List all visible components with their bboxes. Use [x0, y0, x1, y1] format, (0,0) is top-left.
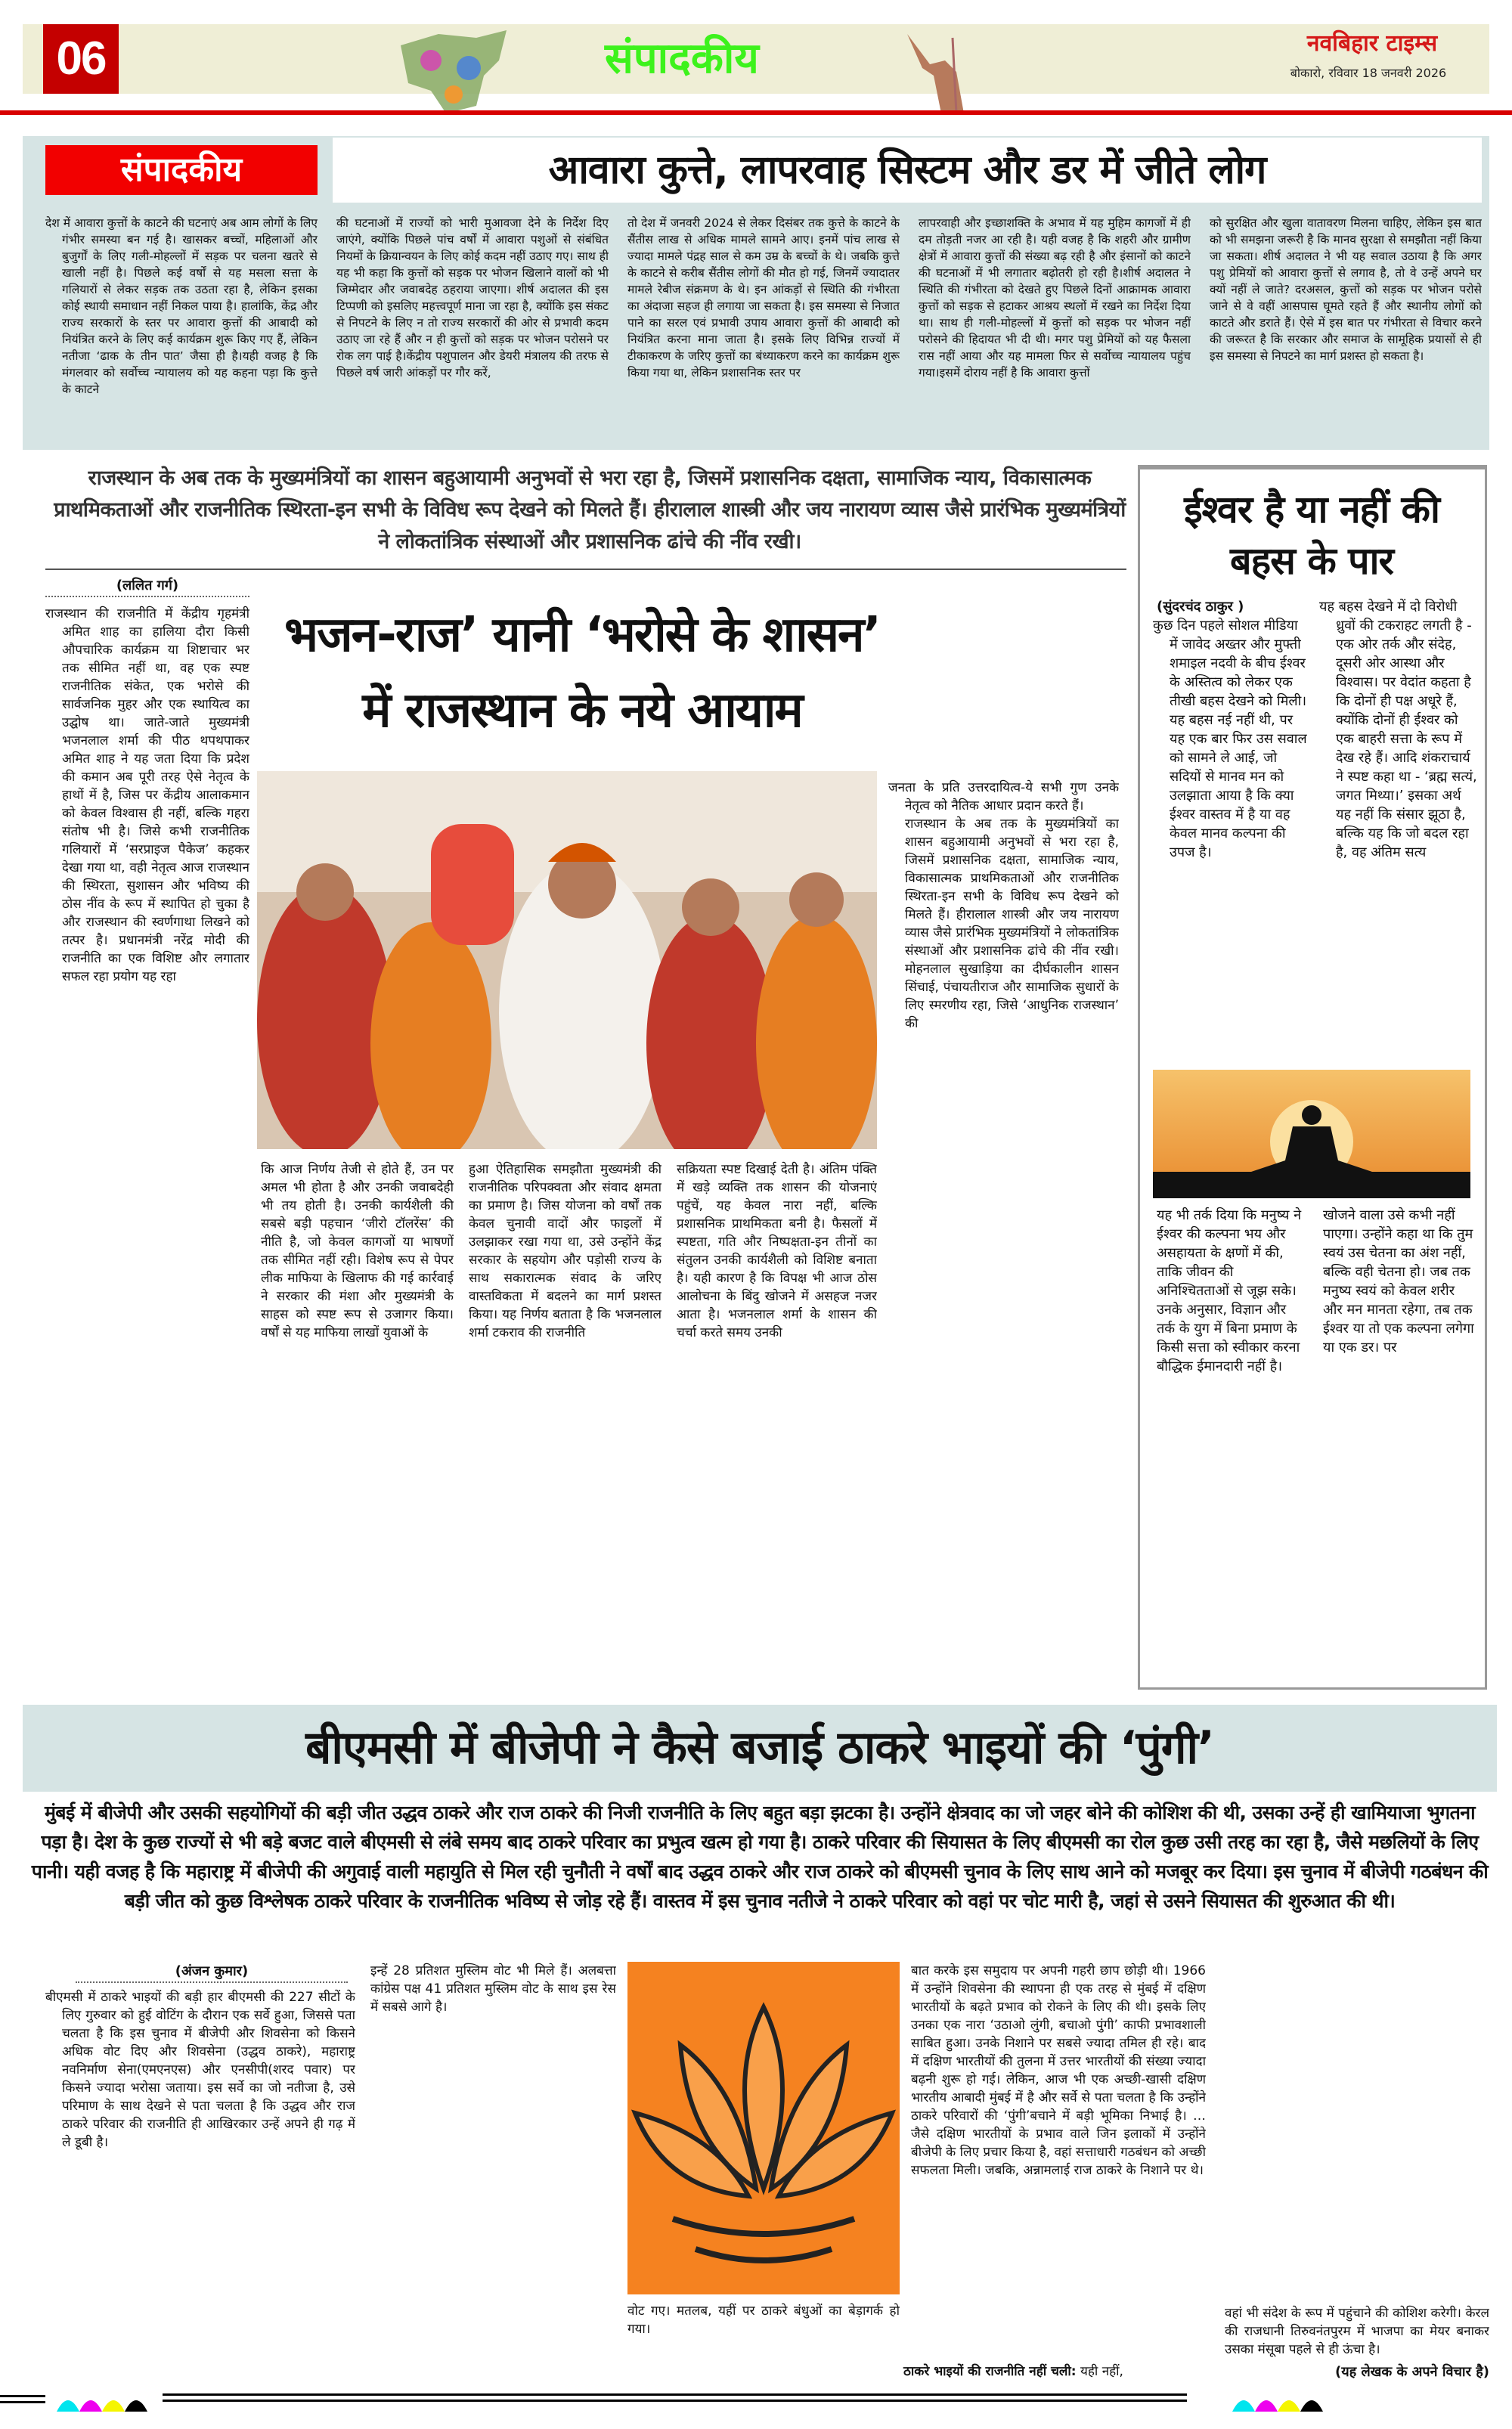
dateline: बोकारो, रविवार 18 जनवरी 2026 — [1290, 66, 1447, 80]
section-title: संपादकीय — [605, 34, 759, 83]
editorial-column — [627, 215, 900, 448]
paragraph: बीएमसी में ठाकरे भाइयों की बड़ी हार बीएमसी की 227 सीटों के लिए गुरुवार को हुई वोटिंग के दौरान एक सर्वे हुआ, जिससे पता चलता है कि इस चुनाव में बीजेपी और शिवसेना को किसने अधिक वोट दिए और शिवसेना (उद्धव ठाकरे), महाराष्ट्र नवनिर्माण सेना(एमएनएस) और एनसीपी(शरद पवार) पर किसने ज्यादा भरोसा जताया। इस सर्वे का जो नतीजा है, उसे परिमाण के साथ देखने से पता चलता है कि उद्धव और राज ठाकरे परिवार की राजनीति ही आखिरकार उन्हें अपने ही गढ़ में ले डूबी है। — [45, 1990, 355, 2150]
cmyk-registration-marks — [0, 2389, 355, 2412]
paragraph: हुआ ऐतिहासिक समझौता मुख्यमंत्री की राजनीतिक परिपक्वता और संवाद क्षमता का प्रमाण है। जिस योजना को वर्षों तक केवल चुनावी वादों और फाइलों में उलझाकर रखा गया था, उसे उन्होंने केंद्र सरकार के सहयोग और पड़ोसी राज्य के साथ सकारात्मक संवाद के जरिए वास्तविकता में बदलने का मार्ग प्रशस्त किया। यह निर्णय बताता है कि भजनलाल शर्मा टकराव की राजनीति — [469, 1162, 662, 1340]
photo-cm-with-women-gas-cylinder — [257, 771, 877, 1149]
paragraph: राजस्थान की राजनीति में केंद्रीय गृहमंत्री अमित शाह का हालिया दौरा किसी औपचारिक कार्यक्रम या शिष्टाचार भर तक सीमित नहीं था, वह एक स्पष्ट राजनीतिक संकेत, एक भरोसे की सार्वजनिक मुहर और एक स्थायित्व का उद्घोष था। जाते-जाते मुख्यमंत्री भजनलाल शर्मा की पीठ थपथपाकर अमित शाह ने यह जता दिया कि प्रदेश की कमान अब पूरी तरह ऐसे नेतृत्व के हाथों में है, जिस पर केंद्रीय आलाकमान को केवल विश्वास ही नहीं, बल्कि गहरा संतोष भी है। जिसे कभी राजनीतिक गलियारों में ‘सरप्राइज पैकेज’ कहकर देखा गया था, वही नेतृत्व आज राजस्थान की स्थिरता, सुशासन और भविष्य की ठोस नींव के रूप में स्थापित हो चुका है और राजस्थान की स्वर्णगाथा लिखने को तत्पर है। प्रधानमंत्री नरेंद्र मोदी की राजनीति का एक विशिष्ट और लगातार सफल रहा प्रयोग यह रहा — [45, 606, 249, 984]
jharkhand-map-collage-icon — [386, 30, 514, 113]
statue-archer-icon — [900, 30, 968, 113]
editorial-label: संपादकीय — [45, 145, 318, 195]
editorial-column — [1210, 215, 1482, 448]
paragraph: जनता के प्रति उत्तरदायित्व-ये सभी गुण उनके नेतृत्व को नैतिक आधार प्रदान करते हैं। राजस्थान के अब तक के मुख्यमंत्रियों का शासन बहुआयामी अनुभवों से भरा रहा है, जिसमें प्रशासनिक दक्षता, सामाजिक न्याय, विकासात्मक प्राथमिकताओं और राजनीतिक स्थिरता-इन सभी के विविध रूप देखने को मिलते हैं। हीरालाल शास्त्री और जय नारायण व्यास जैसे प्रारंभिक मुख्यमंत्रियों ने लोकतांत्रिक संस्थाओं और प्रशासनिक ढांचे की नींव रखी। मोहनलाल सुखाड़िया का दीर्घकालीन शासन सिंचाई, पंचायतीराज और सामाजिक सुधारों के लिए स्मरणीय रहा, जिसे ‘आधुनिक राजस्थान’ की — [888, 780, 1119, 1031]
paragraph: इन्हें 28 प्रतिशत मुस्लिम वोट भी मिले हैं। अलबत्ता कांग्रेस पक्ष 41 प्रतिशत मुस्लिम वोट के साथ इस रेस में सबसे आगे है। — [370, 1963, 616, 2015]
article-column — [370, 1962, 616, 2396]
article-column — [1225, 1962, 1489, 2359]
paragraph: यह भी तर्क दिया कि मनुष्य ने ईश्वर की कल्पना भय और असहायता के क्षणों में की, ताकि जीवन की अनिश्चितताओं से जूझ सके। उनके अनुसार, विज्ञान और तर्क के युग में बिना प्रमाण के किसी सत्ता को स्वीकार करना बौद्धिक ईमानदारी नहीं है। — [1157, 1207, 1302, 1374]
meditation-silhouette-photo — [1153, 1070, 1470, 1198]
bjp-lotus-logo — [627, 1962, 900, 2294]
paragraph: की घटनाओं में राज्यों को भारी मुआवजा देने के निर्देश दिए जाएंगे, क्योंकि पिछले पांच वर्षों में आवारा पशुओं से संबंधित नियमों के क्रियान्वयन के लिए कोई कदम नहीं उठाए गए। साथ ही यह भी कहा कि कुत्तों को सड़क पर भोजन खिलाने वालों को भी जिम्मेदार और जवाबदेह ठहराया जाएगा। शीर्ष अदालत की इस टिप्पणी को इसलिए महत्त्वपूर्ण माना जा रहा है, क्योंकि इस संकट से निपटने के लिए न तो राज्य सरकारों की ओर से प्रभावी कदम उठाए जा रहे हैं और न ही कुत्तों को सड़क पर भोजन परोसने पर रोक लग पाई है।केंद्रीय पशुपालन और डेयरी मंत्रालय की तरफ से पिछले वर्ष जारी आंकड़ों पर गौर करें, — [336, 216, 609, 380]
paragraph: खोजने वाला उसे कभी नहीं पाएगा। उन्होंने कहा था कि तुम स्वयं उस चेतना का अंश नहीं, बल्कि वही चेतना हो। जब तक मनुष्य स्वयं को केवल शरीर और मन मानता रहेगा, तब तक ईश्वर या तो एक कल्पना लगेगा या एक डर। पर — [1323, 1207, 1474, 1355]
byline: (सुंदरचंद ठाकुर ) — [1157, 599, 1244, 615]
newspaper-name: नवबिहार टाइम्स — [1306, 30, 1438, 57]
article-column — [45, 605, 249, 1690]
paragraph: कुछ दिन पहले सोशल मीडिया में जावेद अख्तर और मुफ्ती शमाइल नदवी के बीच ईश्वर के अस्तित्व को लेकर एक तीखी बहस देखने को मिली। यह बहस नई नहीं थी, पर यह एक बार फिर उस सवाल को सामने ले आई, जो सदियों से मानव मन को उलझाता आया है कि क्या ईश्वर वास्तव में है या वह केवल मानव कल्पना की उपज है। — [1153, 618, 1307, 860]
cmyk-registration-marks — [355, 2389, 1512, 2412]
paragraph: तो देश में जनवरी 2024 से लेकर दिसंबर तक कुत्ते के काटने के सैंतीस लाख से अधिक मामले सामने आए। इनमें पांच लाख से ज्यादा मामले पंद्रह साल से कम उम्र के बच्चों के थे। जबकि कुत्ते के काटने से करीब सैंतीस लोगों की मौत हो गई, जिनमें ज्यादातर मामले रेबीज संक्रमण के थे। इन आंकड़ों से स्थिति की गंभीरता का अंदाजा सहज ही लगाया जा सकता है। इस समस्या से निजात पाने का सरल एवं प्रभावी उपाय आवारा कुत्तों की आबादी को नियंत्रित करना माना जाता है। इसके लिए विभिन्न राज्यों में टीकाकरण के जरिए कुत्तों का बंध्याकरण करने का कार्यक्रम शुरू किया गया था, लेकिन प्रशासनिक स्तर पर — [627, 216, 900, 380]
headline-line: भजन-राज’ यानी ‘भरोसे के शासन’ — [284, 607, 880, 663]
rajasthan-headline — [257, 597, 907, 748]
article-column — [45, 1988, 355, 2396]
paragraph: देश में आवारा कुत्तों के काटने की घटनाएं अब आम लोगों के लिए गंभीर समस्या बन गई है। खासकर बच्चों, महिलाओं और बुजुर्गों के लिए गली-मोहल्लों में सड़क पर चलना खतरे से खाली नहीं है। पिछले कई वर्षों से यह मसला सत्ता के गलियारों से लेकर सड़क तक उठता रहा है, लेकिन इसका कोई स्थायी समाधान नहीं निकल पाया है। हालांकि, केंद्र और राज्य सरकारों के स्तर पर आवारा कुत्तों की आबादी को नियंत्रित करने के लिए कई कार्यक्रम शुरू किए गए हैं, लेकिन नतीजा ‘ढाक के तीन पात’ जैसा ही है।यही वजह है कि मंगलवार को सर्वोच्च न्यायालय को यह कहना पड़ा कि कुत्ते के काटने — [45, 216, 318, 396]
ishwar-headline: ईश्वर है या नहीं की बहस के पार — [1184, 488, 1439, 583]
byline: (ललित गर्ग) — [45, 576, 249, 597]
paragraph: को सुरक्षित और खुला वातावरण मिलना चाहिए, लेकिन इस बात को भी समझना जरूरी है कि मानव सुरक्षा से समझौता नहीं किया जा सकता। शीर्ष अदालत ने भी यह सवाल उठाया है कि अगर पशु प्रेमियों को आवारा कुत्तों से लगाव है, तो वे उन्हें अपने घर क्यों नहीं ले जाते? दरअसल, कुत्तों को सड़क पर भोजन परोसे जाने से वे वहीं आसपास घूमते रहते हैं और स्थानीय लोगों को काटते और डराते हैं। ऐसे में इस बात पर गंभीरता से विचार करने की जरूरत है कि सरकार और समाज के सामूहिक प्रयासों से ही इस समस्या से निपटने का मार्ग प्रशस्त हो सकता है। — [1210, 216, 1482, 363]
paragraph: लापरवाही और इच्छाशक्ति के अभाव में यह मुहिम कागजों में ही दम तोड़ती नजर आ रही है। यही वजह है कि शहरी और ग्रामीण क्षेत्रों में आवारा कुत्तों की संख्या बढ़ रही है और इंसानों को काटने की घटनाओं में भी लगातार बढ़ोतरी हो रही है।शीर्ष अदालत ने स्थिति की गंभीरता को देखते हुए पिछले दिनों आक्रामक आवारा कुत्तों को सड़क से हटाकर आश्रय स्थलों में रखने का निर्देश दिया था। साथ ही गली-मोहल्लों में कुत्तों को सड़क पर भोजन नहीं परोसने की हिदायत भी दी थी। मगर पशु प्रेमियों को यह फैसला रास नहीं आया और यह मामला फिर से सर्वोच्च न्यायालय पहुंच गया।इसमें दोराय नहीं है कि आवारा कुत्तों — [919, 216, 1191, 380]
editorial-column — [45, 215, 318, 448]
article-column — [888, 779, 1119, 1690]
rajasthan-deck: राजस्थान के अब तक के मुख्यमंत्रियों का शासन बहुआयामी अनुभवों से भरा रहा है, जिसमें प्रशासनिक दक्षता, सामाजिक न्याय, विकासात्मक प्राथमिकताओं और राजनीतिक स्थिरता-इन सभी के विविध रूप देखने को मिलते हैं। हीरालाल शास्त्री और जय नारायण व्यास जैसे प्रारंभिक मुख्यमंत्रियों ने लोकतांत्रिक संस्थाओं और प्रशासनिक ढांचे की नींव रखी। — [54, 466, 1126, 553]
paragraph: सक्रियता स्पष्ट दिखाई देती है। अंतिम पंक्ति में खड़े व्यक्ति तक शासन की योजनाएं पहुंचें, यह केवल नारा नहीं, बल्कि प्रशासनिक प्राथमिकता बनी है। फैसलों में स्पष्टता, गति और निष्पक्षता-इन तीनों का संतुलन उनकी कार्यशैली को विशिष्ट बनाता है। यही कारण है कि विपक्ष भी आज ठोस आलोचना के बिंदु खोजने में असहज नजर आता है। भजनलाल शर्मा के शासन की चर्चा करते समय उनकी — [677, 1162, 877, 1340]
editorial-column — [919, 215, 1191, 448]
article-column — [261, 1160, 454, 1690]
article-column — [1323, 1206, 1474, 1682]
article-column — [469, 1160, 662, 1690]
editorial-headline: आवारा कुत्ते, लापरवाह सिस्टम और डर में जीते लोग — [333, 138, 1482, 203]
article-column — [627, 2302, 900, 2396]
paragraph: बात करके इस समुदाय पर अपनी गहरी छाप छोड़ी थी। 1966 में उन्होंने शिवसेना की स्थापना ही एक तरह से मुंबई में दक्षिण भारतीयों के बढ़ते प्रभाव को रोकने के लिए की थी। इसके लिए उनका एक नारा ‘उठाओ लुंगी, बचाओ पुंगी’ काफी प्रभावशाली साबित हुआ। उनके निशाने पर सबसे ज्यादा तमिल ही रहे। बाद में दक्षिण भारतीयों की तुलना में उत्तर भारतीयों की संख्या ज्यादा बढ़नी शुरू हो गई। लेकिन, आज भी एक अच्छी-खासी दक्षिण भारतीय आबादी मुंबई में है और सर्वे से पता चलता है कि उन्होंने ठाकरे परिवारों की ‘पुंगी’बचाने में बड़ी भूमिका निभाई है। … जैसे दक्षिण भारतीयों के प्रभाव वाले जिन इलाकों में उन्होंने बीजेपी के लिए प्रचार किया है, वहां सत्ताधारी गठबंधन को अच्छी सफलता मिली। जबकि, अन्नामलाई राज ठाकरे के निशाने पर थे। — [911, 1963, 1206, 2178]
bmc-headline: बीएमसी में बीजेपी ने कैसे बजाई ठाकरे भाइयों की ‘पुंगी’ — [305, 1721, 1214, 1774]
byline: (अंजन कुमार) — [76, 1962, 348, 1983]
article-column — [1319, 597, 1478, 1062]
disclaimer: (यह लेखक के अपने विचार है) — [1334, 2364, 1489, 2380]
bmc-deck: मुंबई में बीजेपी और उसकी सहयोगियों की बड़ी जीत उद्धव ठाकरे और राज ठाकरे की निजी राजनीति के लिए बहुत बड़ा झटका है। उन्होंने क्षेत्रवाद का जो जहर बोने की कोशिश की थी, उसका उन्हें ही खामियाजा भुगतना पड़ा है। देश के कुछ राज्यों से भी बड़े बजट वाले बीएमसी से लंबे समय बाद ठाकरे परिवार का प्रभुत्व खत्म हो गया है। ठाकरे परिवार की सियासत के लिए बीएमसी का रोल कुछ उसी तरह का रहा है, जैसे मछलियों के लिए पानी। यही वजह है कि महाराष्ट्र में बीजेपी की अगुवाई वाली महायुति से मिल रही चुनौती ने वर्षों बाद उद्धव ठाकरे और राज ठाकरे को बीएमसी चुनाव के लिए साथ आने को मजबूर कर दिया। इस चुनाव में बीजेपी गठबंधन की बड़ी जीत को कुछ विश्लेषक ठाकरे परिवार के राजनीतिक भविष्य से जोड़ रहे हैं। वास्तव में इस चुनाव नतीजे ने ठाकरे परिवार को वहां पर चोट मारी है, जहां से उसने सियासत की शुरुआत की थी। — [31, 1802, 1489, 1912]
headline-line: में राजस्थान के नये आयाम — [362, 683, 802, 739]
subhead-text: यही नहीं, — [1080, 2364, 1123, 2379]
divider — [45, 569, 1126, 570]
paragraph: वोट गए। मतलब, यहीं पर ठाकरे बंधुओं का बेड़ागर्क हो गया। — [627, 2304, 900, 2337]
article-column — [1153, 616, 1308, 1062]
editorial-column — [336, 215, 609, 448]
paragraph: वहां भी संदेश के रूप में पहुंचाने की कोशिश करेगी। केरल की राजधानी तिरुवनंतपुरम में भाजपा का मेयर बनाकर उसका मंसूबा पहले से ही ऊंचा है। — [1225, 2306, 1489, 2357]
page-number: 06 — [43, 24, 119, 94]
paragraph: यह बहस देखने में दो विरोधी ध्रुवों की टकराहट लगती है - एक ओर तर्क और संदेह, दूसरी ओर आस्था और विश्वास। पर वेदांत कहता है कि दोनों ही पक्ष अधूरे हैं, क्योंकि दोनों ही ईश्वर को एक बाहरी सत्ता के रूप में देख रहे हैं। आदि शंकराचार्य ने स्पष्ट कहा था - ‘ब्रह्म सत्यं, जगत मिथ्या।’ इसका अर्थ यह नहीं कि संसार झूठा है, बल्कि यह कि जो बदल रहा है, वह अंतिम सत्य — [1319, 599, 1477, 860]
article-column — [677, 1160, 877, 1690]
article-column — [1157, 1206, 1308, 1682]
header-rule — [0, 110, 1512, 115]
article-column — [911, 1962, 1206, 2362]
paragraph: कि आज निर्णय तेजी से होते हैं, उन पर अमल भी होता है और उनकी जवाबदेही भी तय होती है। उनकी कार्यशैली की सबसे बड़ी पहचान ‘जीरो टॉलरेंस’ की नीति है, जो केवल कागजों या भाषणों तक सीमित नहीं रही। विशेष रूप से पेपर लीक माफिया के खिलाफ की गई कार्रवाई ने सरकार की मंशा और मुख्यमंत्री के साहस को स्पष्ट रूप से उजागर किया। वर्षों से यह माफिया लाखों युवाओं के — [261, 1162, 454, 1340]
subhead — [903, 2362, 1206, 2381]
subhead-bold: ठाकरे भाइयों की राजनीति नहीं चली: — [903, 2364, 1077, 2379]
